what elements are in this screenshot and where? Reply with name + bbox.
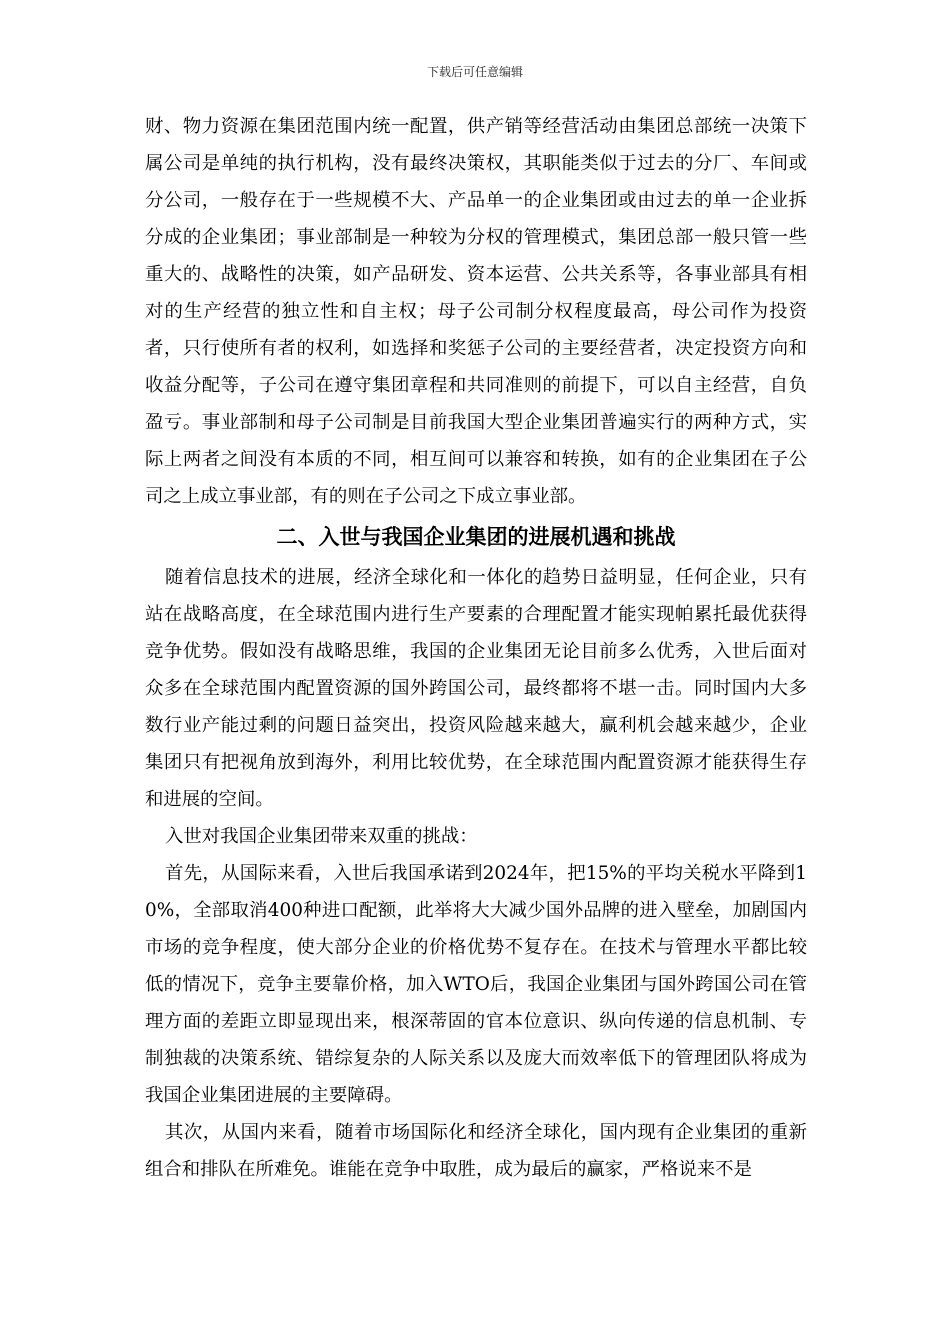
section-heading: 二、入世与我国企业集团的进展机遇和挑战 (276, 525, 676, 549)
paragraph-domestic-challenge: 其次，从国内来看，随着市场国际化和经济全球化，国内现有企业集团的重新组合和排队在所难免。谁能在竞争中取胜，成为最后的赢家，严格说来不是 (145, 1122, 807, 1180)
paragraph-challenges-intro: 入世对我国企业集团带来双重的挑战： (165, 826, 478, 847)
paragraph-organization-models: 财、物力资源在集团范围内统一配置，供产销等经营活动由集团总部统一决策下属公司是单纯的执行机构，没有最终决策权，其职能类似于过去的分厂、车间或分公司，一般存在于一些规模不大、产品单一的企业集团或由过去的单一企业拆分成的企业集团；事业部制是一种较为分权的管理模式，集团总部一般只管一些重大的、战略性的决策，如产品研发、资本运营、公共关系等，各事业部具有相对的生产经营的独立性和自主权；母子公司制分权程度最高，母公司作为投资者，只行使所有者的权利，如选择和奖惩子公司的主要经营者，决定投资方向和收益分配等，子公司在遵守集团章程和共同准则的前提下，可以自主经营，自负盈亏。事业部制和母子公司制是目前我国大型企业集团普遍实行的两种方式，实际上两者之间没有本质的不同，相互间可以兼容和转换，如有的企业集团在子公司之上成立事业部，有的则在子公司之下成立事业部。 (145, 116, 807, 507)
page-header-note: 下载后可任意编辑 (426, 65, 523, 79)
paragraph-international-challenge: 首先，从国际来看，入世后我国承诺到2024年，把15%的平均关税水平降到10%，全部取消400种进口配额，此举将大大减少国外品牌的进入壁垒，加剧国内市场的竞争程度，使大部分企业的价格优势不复存在。在技术与管理水平都比较低的情况下，竞争主要靠价格，加入WTO后，我国企业集团与国外跨国公司在管理方面的差距立即显现出来，根深蒂固的官本位意识、纵向传递的信息机制、专制独裁的决策系统、错综复杂的人际关系以及庞大而效率低下的管理团队将成为我国企业集团进展的主要障碍。 (145, 863, 807, 1106)
paragraph-globalization: 随着信息技术的进展，经济全球化和一体化的趋势日益明显，任何企业，只有站在战略高度，在全球范围内进行生产要素的合理配置才能实现帕累托最优获得竞争优势。假如没有战略思维，我国的企业集团无论目前多么优秀，入世后面对众多在全球范围内配置资源的国外跨国公司，最终都将不堪一击。同时国内大多数行业产能过剩的问题日益突出，投资风险越来越大，赢利机会越来越少，企业集团只有把视角放到海外，利用比较优势，在全球范围内配置资源才能获得生存和进展的空间。 (145, 567, 807, 810)
document-body (145, 108, 807, 1188)
